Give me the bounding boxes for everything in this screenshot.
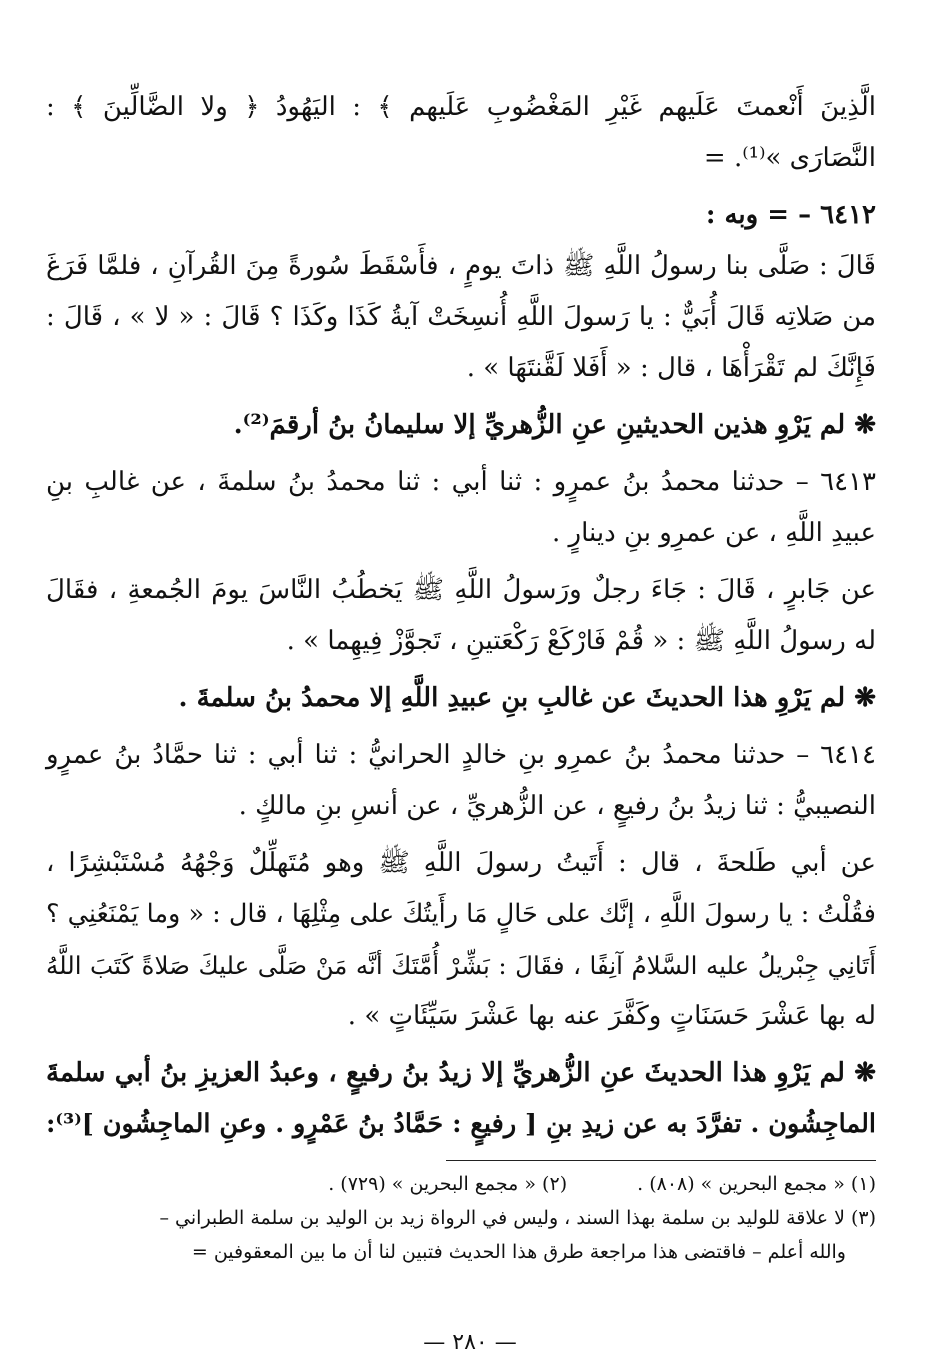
commentary-line: ❋ لم يَرْوِ هذا الحديثَ عنِ الزُّهريِّ إلا زيدُ بنُ رفيعٍ ، وعبدُ العزيزِ بنُ أبي سلمةَ [46, 1058, 876, 1088]
footnote-2: (٢) « مجمع البحرين » (٧٢٩) . [328, 1173, 568, 1195]
hadith-6412-heading: ٦٤١٢ – = وبه : [705, 200, 876, 230]
text-line: النصيبيُّ : ثنا زيدُ بنُ رفيعٍ ، عن الزُّهريِّ ، عن أنسِ بنِ مالكٍ . [238, 791, 876, 821]
footnote-separator [446, 1160, 876, 1161]
text-line: أَتَانِي جِبْريلُ عليه السَّلامُ آنِفًا ، فقَالَ : بَشِّرْ أُمَّتَكَ أنَّه مَنْ صَلَّى عليكَ صَلاةً كَتَبَ اللَّهُ [46, 951, 876, 980]
text-line: عبيدِ اللَّهِ ، عن عمرِو بنِ دينارٍ . [552, 518, 876, 548]
commentary-line: ❋ لم يَرْوِ هذا الحديثَ عن غالبِ بنِ عبيدِ اللَّهِ إلا محمدُ بنُ سلمةَ . [178, 683, 876, 713]
text-line: من صَلاتِه قَالَ أُبَيٌّ : يا رَسولَ اللَّهِ أُنسِخَتْ آيةُ كَذَا وكَذَا ؟ قَالَ : « لا » ، قَالَ : [46, 302, 876, 332]
text-line: الَّذِينَ أَنْعمتَ عَلَيهم غَيْرِ المَغْضُوبِ عَلَيهم ﴾ : اليَهُودُ ﴿ ولا الضَّالِّينَ ﴾ : [46, 92, 876, 122]
commentary-line: ❋ لم يَرْوِ هذين الحديثينِ عنِ الزُّهريِّ إلا سليمانُ بنُ أرقمَ⁽²⁾. [233, 410, 876, 440]
hadith-6413-isnad: ٦٤١٣ – حدثنا محمدُ بنُ عمرٍو : ثنا أبي : ثنا محمدُ بنُ سلمةَ ، عن غالبِ بنِ [46, 467, 876, 497]
text-line: عن أبي طَلحةَ ، قال : أَتَيتُ رسولَ اللَّهِ ﷺ وهو مُتَهلِّلٌ وَجْهُهُ مُسْتَبْشِرًا ، [46, 848, 876, 878]
text-line: النَّصَارَى »⁽¹⁾. = [703, 143, 876, 173]
text-line: فقُلْتُ : يا رسولَ اللَّهِ ، إنَّك على حَالٍ مَا رأَيتُكَ على مِثْلِهَا ، قال : « وما يَمْنَعُنِي ؟ [46, 899, 876, 929]
text-line: عن جَابرٍ ، قَالَ : جَاءَ رجلٌ ورَسولُ اللَّهِ ﷺ يَخطُبُ النَّاسَ يومَ الجُمعةِ ، فقَالَ [46, 575, 876, 605]
footnote-1: (١) « مجمع البحرين » (٨٠٨) . [637, 1173, 876, 1195]
page-number: — ٢٨٠ — [423, 1330, 517, 1355]
footnote-3-continued: والله أعلم – فاقتضى هذا مراجعة طرق هذا الحديث فتبين لنا أن ما بين المعقوفين = [191, 1241, 846, 1263]
hadith-6414-isnad: ٦٤١٤ – حدثنا محمدُ بنُ عمرِو بنِ خالدٍ الحرانيُّ : ثنا أبي : ثنا حمَّادُ بنُ عمرٍو [46, 740, 876, 770]
text-line: له بها عَشْرَ حَسَنَاتٍ وكَفَّرَ عنه بها عَشْرَ سَيِّئَاتٍ » . [347, 1001, 876, 1031]
footnotes-row [46, 1167, 876, 1201]
page-body [46, 82, 876, 1269]
text-line: له رسولُ اللَّهِ ﷺ : « قُمْ فَارْكَعْ رَكْعَتينِ ، تَجوَّزْ فِيهِما » . [286, 626, 876, 656]
commentary-line: الماجِشُون . تفرَّدَ به عن زيدِ بنِ [ رفيعٍ : حَمَّادُ بنُ عَمْرٍو . وعنِ الماجِشُون ]⁽³⁾: [46, 1109, 876, 1139]
footnote-3: (٣) لا علاقة للوليد بن سلمة بهذا السند ، وليس في الرواة زيد بن الوليد بن سلمة الطبراني – [159, 1207, 876, 1229]
text-line: فَإِنَّكَ لم تَقْرَأْهَا ، قال : « أَفَلا لَقَّنتَهَا » . [466, 353, 876, 383]
text-line: قَالَ : صَلَّى بنا رسولُ اللَّهِ ﷺ ذاتَ يومٍ ، فأَسْقَطَ سُورةً مِنَ القُرآنِ ، فلمَّا فَرَغَ [46, 251, 876, 281]
